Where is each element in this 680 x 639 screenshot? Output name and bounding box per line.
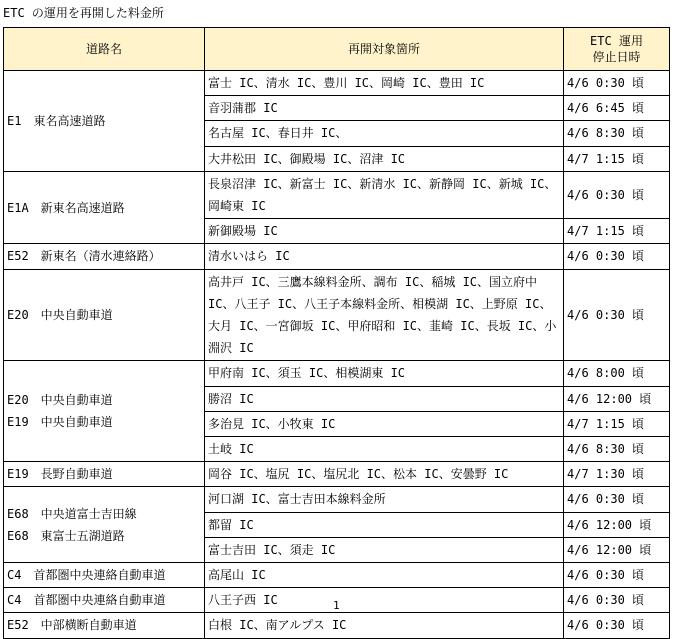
datetime-cell: 4/6 8:30 頃 [564,121,670,146]
location-cell: 土岐 IC [205,437,564,462]
location-cell: 音羽蒲郡 IC [205,96,564,121]
location-cell: 甲府南 IC、須玉 IC、相模湖東 IC [205,361,564,386]
datetime-cell: 4/7 1:15 頃 [564,411,670,436]
location-cell: 富士 IC、清水 IC、豊川 IC、岡崎 IC、豊田 IC [205,71,564,96]
road-name-cell: E1A 新東名高速道路 [4,171,205,244]
datetime-cell: 4/6 0:30 頃 [564,613,670,638]
header-road: 道路名 [4,28,205,71]
datetime-cell: 4/6 0:30 頃 [564,269,670,361]
road-name-cell: E1 東名高速道路 [4,71,205,172]
location-cell: 清水いはら IC [205,244,564,269]
datetime-cell: 4/6 6:45 頃 [564,96,670,121]
datetime-cell: 4/6 0:30 頃 [564,71,670,96]
datetime-cell: 4/6 12:00 頃 [564,386,670,411]
location-cell: 富士吉田 IC、須走 IC [205,537,564,562]
table-header-row [4,28,670,71]
location-cell: 多治見 IC、小牧東 IC [205,411,564,436]
datetime-cell: 4/6 8:30 頃 [564,437,670,462]
road-name-cell: E19 長野自動車道 [4,462,205,487]
location-cell: 長泉沼津 IC、新富士 IC、新清水 IC、新静岡 IC、新城 IC、岡崎東 IC [205,171,564,218]
location-cell: 新御殿場 IC [205,219,564,244]
road-name-cell: E52 中部横断自動車道 [4,613,205,638]
road-name-cell: C4 首都圏中央連絡自動車道 [4,563,205,588]
table-row [4,361,670,386]
datetime-cell: 4/6 0:30 頃 [564,588,670,613]
table-body [4,71,670,639]
toll-gate-table [3,27,670,639]
location-cell: 都留 IC [205,512,564,537]
table-row [4,563,670,588]
page-number: 1 [333,599,340,612]
road-name-cell: E52 新東名（清水連絡路） [4,244,205,269]
table-row [4,462,670,487]
location-cell: 河口湖 IC、富士吉田本線料金所 [205,487,564,512]
header-location: 再開対象箇所 [205,28,564,71]
table-row [4,71,670,96]
table-row [4,613,670,638]
table-row [4,269,670,361]
datetime-cell: 4/6 0:30 頃 [564,171,670,218]
datetime-cell: 4/6 8:00 頃 [564,361,670,386]
datetime-cell: 4/7 1:15 頃 [564,219,670,244]
datetime-cell: 4/6 12:00 頃 [564,537,670,562]
table-caption: ETC の運用を再開した料金所 [3,6,164,20]
table-row [4,244,670,269]
datetime-cell: 4/7 1:15 頃 [564,146,670,171]
datetime-cell: 4/6 0:30 頃 [564,487,670,512]
road-name-cell: E68 中央道富士吉田線 E68 東富士五湖道路 [4,487,205,563]
table-row [4,487,670,512]
datetime-cell: 4/7 1:30 頃 [564,462,670,487]
road-name-cell: E20 中央自動車道 [4,269,205,361]
table-row [4,171,670,218]
road-name-cell: E20 中央自動車道 E19 中央自動車道 [4,361,205,462]
header-datetime: ETC 運用 停止日時 [564,28,670,71]
location-cell: 白根 IC、南アルプス IC [205,613,564,638]
location-cell: 八王子西 IC [205,588,564,613]
datetime-cell: 4/6 0:30 頃 [564,563,670,588]
road-name-cell: C4 首都圏中央連絡自動車道 [4,588,205,613]
location-cell: 名古屋 IC、春日井 IC、 [205,121,564,146]
location-cell: 大井松田 IC、御殿場 IC、沼津 IC [205,146,564,171]
datetime-cell: 4/6 12:00 頃 [564,512,670,537]
datetime-cell: 4/6 0:30 頃 [564,244,670,269]
location-cell: 岡谷 IC、塩尻 IC、塩尻北 IC、松本 IC、安曇野 IC [205,462,564,487]
location-cell: 高尾山 IC [205,563,564,588]
location-cell: 勝沼 IC [205,386,564,411]
location-cell: 高井戸 IC、三鷹本線料金所、調布 IC、稲城 IC、国立府中 IC、八王子 IC、八王子本線料金所、相模湖 IC、上野原 IC、大月 IC、一宮御坂 IC、甲府昭和 IC、韮崎 IC、長坂 IC、小淵沢 IC [205,269,564,361]
